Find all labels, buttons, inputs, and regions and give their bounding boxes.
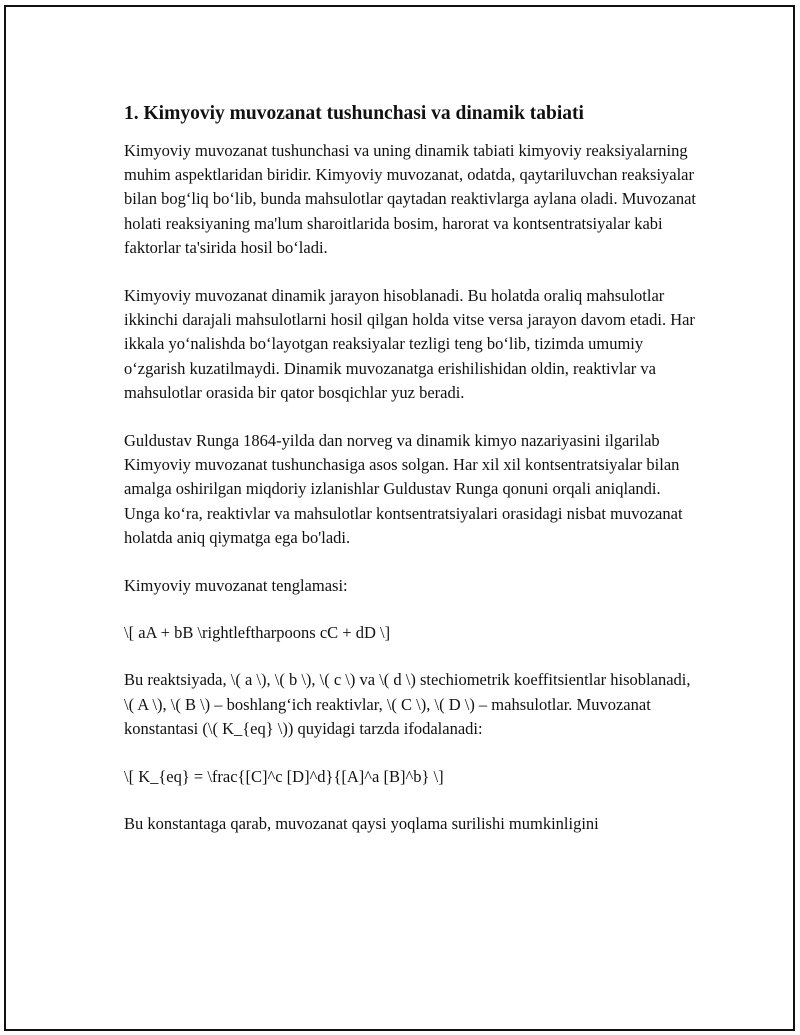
paragraph-dynamic-process: Kimyoviy muvozanat dinamik jarayon hisoblanadi. Bu holatda oraliq mahsulotlar ikkinchi darajali mahsulotlarni hosil qilgan holda vitse versa jarayon davom etadi. Har ikkala yo‘nalishda bo‘layotgan reaksiyalar tezligi teng bo‘lib, tizimda umumiy o‘zgarish kuzatilmaydi. Dinamik muvozanatga erishilishidan oldin, reaktivlar va mahsulotlar orasida bir qator bosqichlar yuz beradi. [124,286,695,402]
paragraph-coefficients: Bu reaktsiyada, \( a \), \( b \), \( c \) va \( d \) stechiometrik koeffitsientlar hisoblanadi, \( A \), \( B \) – boshlang‘ich reaktivlar, \( C \), \( D \) – mahsulotlar. Muvozanat konstantasi (\( K_{eq} \)) quyidagi tarzda ifodalanadi: [124,670,691,738]
paragraph-history: Guldustav Runga 1864-yilda dan norveg va dinamik kimyo nazariyasini ilgarilab Kimyoviy muvozanat tushunchasiga asos solgan. Har xil xil kontsentratsiyalar bilan amalga oshirilgan miqdoriy izlanishlar Guldustav Runga qonuni orqali aniqlandi. Unga ko‘ra, reaktivlar va mahsulotlar kontsentratsiyalari orasidagi nisbat muvozanat holatda aniq qiymatga ega bo'ladi. [124,431,683,547]
paragraph-equation-intro: Kimyoviy muvozanat tenglamasi: [124,576,348,596]
paragraph-constant-note: Bu konstantaga qarab, muvozanat qaysi yoqlama surilishi mumkinligini [124,814,599,834]
paragraph-equilibrium-concept: Kimyoviy muvozanat tushunchasi va uning dinamik tabiati kimyoviy reaksiyalarning muhim aspektlaridan biridir. Kimyoviy muvozanat, odatda, qaytariluvchan reaksiyalar bilan bog‘liq bo‘lib, bunda mahsulotlar qaytadan reaktivlarga aylana oladi. Muvozanat holati reaksiyaning ma'lum sharoitlarida bosim, harorat va kontsentratsiyalar kabi faktorlar ta'sirida hosil bo‘ladi. [124,141,696,257]
equation-equilibrium-constant: \[ K_{eq} = \frac{[C]^c [D]^d}{[A]^a [B]^b} \] [124,767,444,787]
section-heading: 1. Kimyoviy muvozanat tushunchasi va dinamik tabiati [124,103,584,124]
equation-reaction: \[ aA + bB \rightleftharpoons cC + dD \] [124,623,391,643]
document-body [124,101,699,859]
page-frame [4,5,795,1031]
